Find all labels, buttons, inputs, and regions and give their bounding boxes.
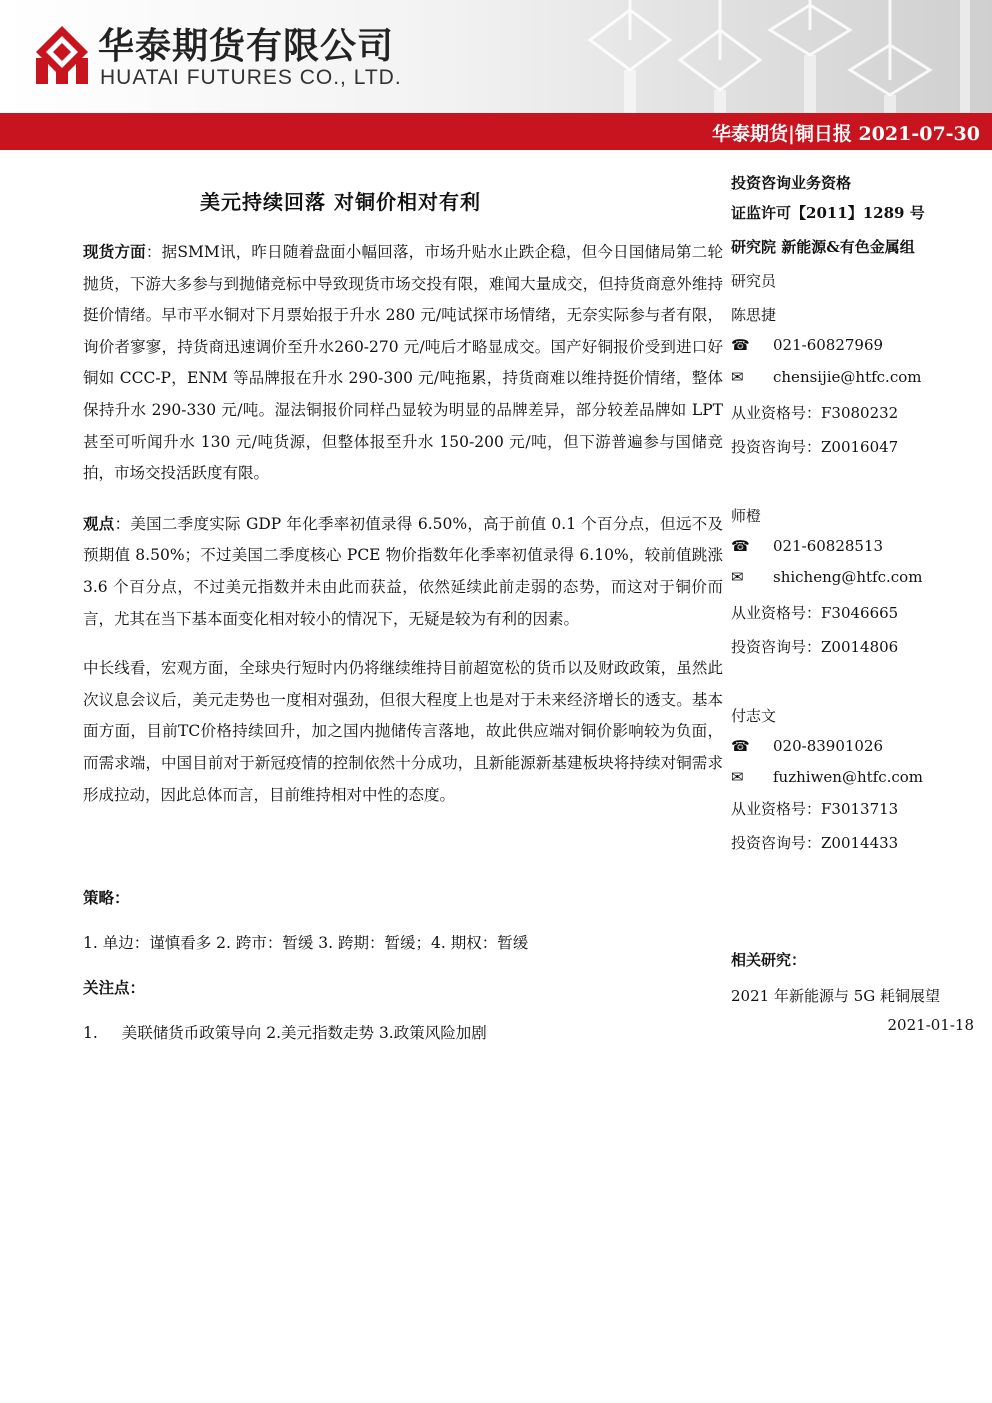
strategy-heading: 策略： — [83, 888, 130, 907]
researcher-email[interactable]: ✉ shicheng@htfc.com — [731, 568, 923, 586]
researcher-consult: 投资咨询号：Z0014433 — [731, 834, 899, 852]
report-banner — [0, 113, 992, 150]
related-research-title[interactable]: 2021 年新能源与 5G 耗铜展望 — [731, 987, 941, 1005]
spot-label: 现货方面 — [83, 242, 146, 261]
email-icon: ✉ — [731, 368, 744, 386]
midlong-paragraph: 中长线看，宏观方面，全球央行短时内仍将继续维持目前超宽松的货币以及财政政策，虽然此次议息会议后，美元走势也一度相对强劲，但很大程度上也是对于未来经济增长的透支。基本面方面，目前TC价格持续回升，加之国内抛储传言落地，故此供应端对铜价影响较为负面，而需求端，中国目前对于新冠疫情的控制依然十分成功，且新能源新基建板块将持续对铜需求形成拉动，因此总体而言，目前维持相对中性的态度。 — [83, 659, 723, 804]
related-research-date: 2021-01-18 — [887, 1016, 974, 1034]
researcher-label: 研究员 — [731, 272, 777, 290]
researcher-name: 陈思捷 — [731, 306, 777, 324]
researcher-license: 从业资格号：F3080232 — [731, 404, 899, 422]
researcher-license: 从业资格号：F3013713 — [731, 800, 899, 818]
phone-icon: ☎ — [731, 336, 750, 354]
focus-number: 1. — [83, 1024, 98, 1042]
qualification-line1: 投资咨询业务资格 — [731, 174, 852, 192]
institute-name: 研究院 新能源&有色金属组 — [731, 238, 915, 256]
page-header — [0, 0, 992, 113]
company-name-cn: 华泰期货有限公司 — [98, 26, 395, 67]
spot-paragraph — [83, 236, 723, 490]
focus-heading: 关注点： — [83, 978, 146, 997]
researcher-name: 师橙 — [731, 507, 762, 525]
qualification-line2: 证监许可【2011】1289 号 — [731, 204, 925, 222]
spot-text: ：据SMM讯，昨日随着盘面小幅回落，市场升贴水止跌企稳，但今日国储局第二轮抛货，下游大多参与到抛储竞标中导致现货市场交投有限，难闻大量成交，但持货商意外维持挺价情绪。早市平水铜对下月票始报于升水 280 元/吨试探市场情绪，无奈实际参与者有限，询价者寥寥，持货商迅速调价至升水260-270 元/吨后才略显成交。国产好铜报价受到进口好铜如 CCC-P，ENM 等品牌报在升水 290-300 元/吨拖累，持货商难以维持挺价情绪，整体保持升水 290-330 元/吨。湿法铜报价同样凸显较为明显的品牌差异，部分较差品牌如 LPT 甚至可听闻升水 130 元/吨货源，但整体报至升水 150-200 元/吨，但下游普遍参与国储竞拍，市场交投活跃度有限。 — [83, 243, 723, 483]
researcher-name: 付志文 — [731, 707, 777, 725]
view-paragraph — [83, 508, 723, 635]
huatai-logo-icon — [34, 24, 90, 86]
researcher-email[interactable]: ✉ fuzhiwen@htfc.com — [731, 768, 924, 786]
report-tag: 华泰期货|铜日报 2021-07-30 — [711, 123, 980, 145]
researcher-phone: ☎ 020-83901026 — [731, 737, 884, 755]
focus-item — [83, 1021, 487, 1043]
researcher-phone: ☎ 021-60828513 — [731, 537, 884, 555]
view-label: 观点 — [83, 513, 115, 533]
focus-text: 美联储货币政策导向 2.美元指数走势 3.政策风险加剧 — [121, 1024, 487, 1042]
researcher-consult: 投资咨询号：Z0016047 — [731, 438, 899, 456]
researcher-consult: 投资咨询号：Z0014806 — [731, 638, 899, 656]
phone-icon: ☎ — [731, 737, 750, 755]
researcher-license: 从业资格号：F3046665 — [731, 604, 899, 622]
report-title: 美元持续回落 对铜价相对有利 — [200, 190, 481, 214]
strategy-text: 1. 单边：谨慎看多 2. 跨市：暂缓 3. 跨期：暂缓；4. 期权：暂缓 — [83, 934, 529, 952]
email-icon: ✉ — [731, 568, 744, 586]
company-name-en: HUATAI FUTURES CO., LTD. — [100, 66, 402, 89]
researcher-email[interactable]: ✉ chensijie@htfc.com — [731, 368, 922, 386]
view-text: ：美国二季度实际 GDP 年化季率初值录得 6.50%，高于前值 0.1 个百分点，但远不及预期值 8.50%；不过美国二季度核心 PCE 物价指数年化季率初值录得 6.10%，较前值跳涨 3.6 个百分点，不过美元指数并未由此而获益，依然延续此前走弱的态势，而这对于铜价而言，尤其在当下基本面变化相对较小的情况下，无疑是较为有利的因素。 — [83, 514, 723, 628]
main-content — [83, 236, 723, 823]
researcher-phone: ☎ 021-60827969 — [731, 336, 884, 354]
related-research-heading: 相关研究： — [731, 951, 807, 969]
header-decoration-graphic — [560, 0, 992, 113]
phone-icon: ☎ — [731, 537, 750, 555]
email-icon: ✉ — [731, 768, 744, 786]
